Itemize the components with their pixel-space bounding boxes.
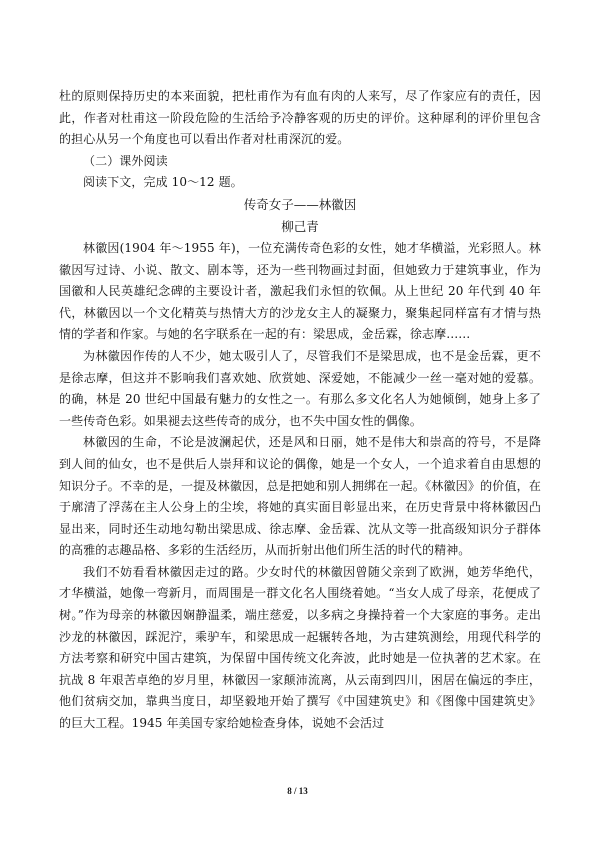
reading-instruction: 阅读下文，完成 10～12 题。 bbox=[83, 175, 243, 190]
page-number: 8 / 13 bbox=[287, 786, 308, 796]
section-heading-extracurricular: （二）课外阅读 bbox=[83, 153, 168, 168]
article-paragraph-4: 我们不妨看看林徽因走过的路。少女时代的林徽因曾随父亲到了欧洲，她芳华绝代，才华横溢，她像一弯新月，而周围是一群文化名人围绕着她。“当女人成了母亲，花便成了树。”作为母亲的林徽因娴静温柔，端庄慈爱，以多病之身操持着一个大家庭的事务。走出沙龙的林徽因，踩泥泞，乘驴车，和梁思成一起辗转各地，为古建筑测绘，用现代科学的方法考察和研究中国古建筑，为保留中国传统文化奔波，此时她是一位执著的艺术家。在抗战 8 年艰苦卓绝的岁月里，林徽因一家颠沛流离，从云南到四川，困居在偏远的李庄，他们贫病交加，靠典当度日，却坚毅地开始了撰写《中国建筑史》和《图像中国建筑史》的巨大工程。1945 年美国专家给她检查身体，说她不会活过 bbox=[59, 564, 541, 731]
article-paragraph-2: 为林徽因作传的人不少，她太吸引人了，尽管我们不是梁思成，也不是金岳霖，更不是徐志摩，但这并不影响我们喜欢她、欣赏她、深爱她，不能减少一丝一毫对她的爱慕。的确，林是 20 世纪中国最有魅力的女性之一。有那么多文化名人为她倾倒，她身上多了一些传奇色彩。如果褪去这些传奇的成分，也不失中国女性的偶像。 bbox=[59, 348, 541, 428]
article-paragraph-1: 林徽因(1904 年～1955 年)，一位充满传奇色彩的女性，她才华横溢，光彩照人。林徽因写过诗、小说、散文、剧本等，还为一些刊物画过封面，但她致力于建筑事业，作为国徽和人民英雄纪念碑的主要设计者，激起我们永恒的钦佩。从上世纪 20 年代到 40 年代，林徽因以一个文化精英与热情大方的沙龙女主人的凝聚力，聚集起同样富有才情与热情的学者和作家。与她的名字联系在一起的有：梁思成，金岳霖，徐志摩…… bbox=[59, 240, 541, 342]
paragraph-analysis-end: 杜的原则保持历史的本来面貌，把杜甫作为有血有肉的人来写，尽了作家应有的责任，因此，作者对杜甫这一阶段危险的生活给予冷静客观的历史的评价。这种犀利的评价里包含的担心从另一个角度也可以看出作者对杜甫深沉的爱。 bbox=[59, 89, 541, 147]
article-author: 柳己青 bbox=[281, 218, 319, 234]
page-content bbox=[59, 86, 541, 735]
article-title: 传奇女子——林徽因 bbox=[243, 196, 357, 212]
article-paragraph-3: 林徽因的生命，不论是波澜起伏，还是风和日丽，她不是伟大和崇高的符号，不是降到人间的仙女，也不是供后人崇拜和议论的偶像，她是一个女人，一个追求着自由思想的知识分子。不幸的是，一提及林徽因，总是把她和别人拥绑在一起。《林徽因》的价值，在于廓清了浮荡在主人公身上的尘埃，将她的真实面目彰显出来，在历史背景中将林徽因凸显出来，同时还生动地勾勒出梁思成、徐志摩、金岳霖、沈从文等一批高级知识分子群体的高雅的志趣品格、多彩的生活经历，从而折射出他们所生活的时代的精神。 bbox=[59, 435, 541, 558]
